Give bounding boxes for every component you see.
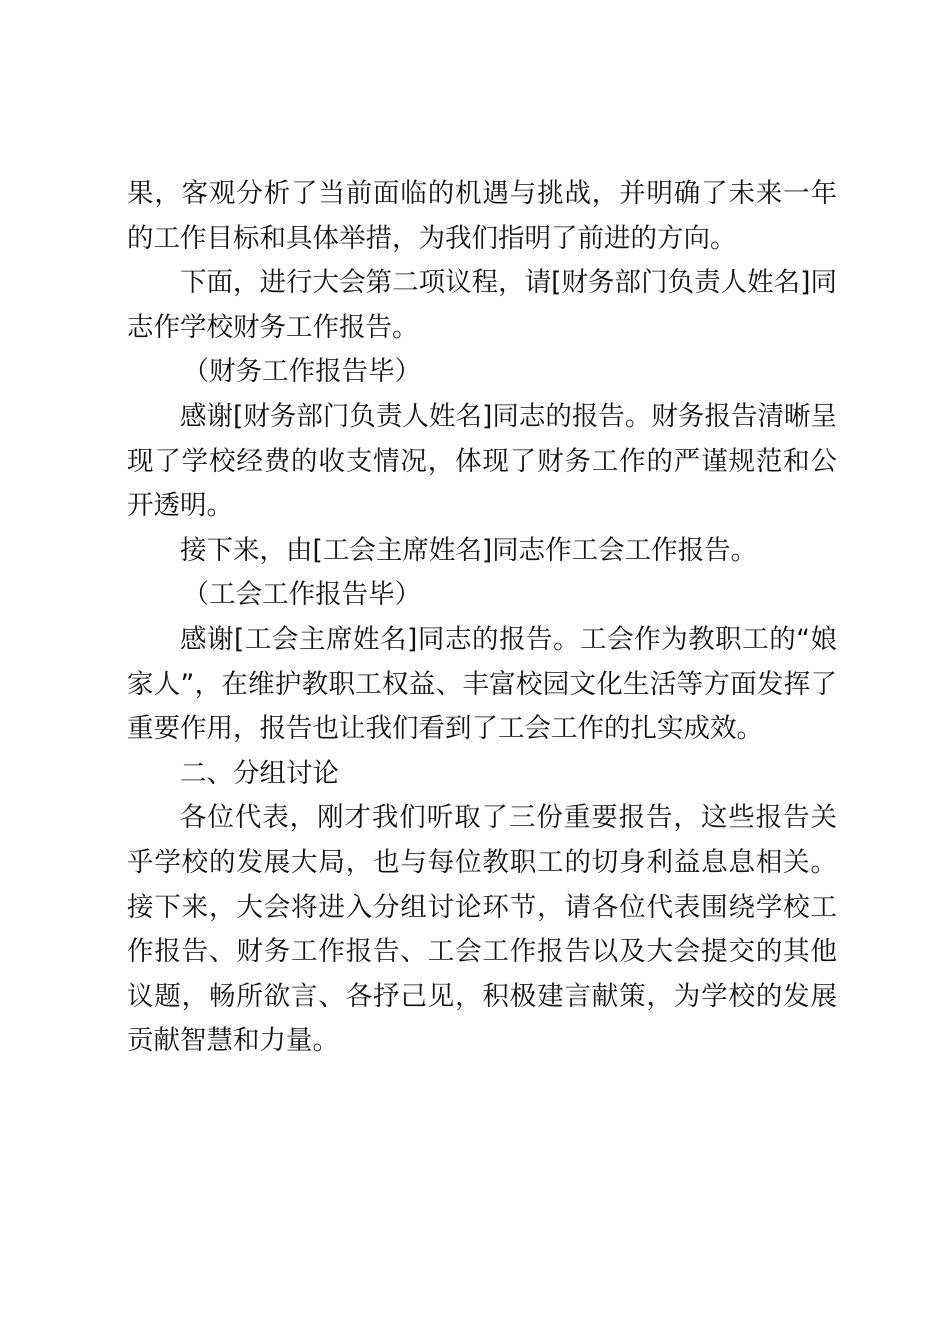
paragraph-finance-report-end: （财务工作报告毕）	[182, 356, 422, 388]
paragraph-union-report-end: （工会工作报告毕）	[182, 579, 422, 611]
paragraph-finance-report-thanks: 感谢[财务部门负责人姓名]同志的报告。财务报告清晰呈现了学校经费的收支情况，体现了财务工作的严谨规范和公开透明。	[127, 400, 837, 522]
paragraph-union-report-thanks: 感谢[工会主席姓名]同志的报告。工会作为教职工的“娘家人”，在维护教职工权益、丰富校园文化生活等方面发挥了重要作用，报告也让我们看到了工会工作的扎实成效。	[127, 623, 837, 745]
paragraph-continuation: 果，客观分析了当前面临的机遇与挑战，并明确了未来一年的工作目标和具体举措，为我们指明了前进的方向。	[127, 178, 837, 254]
document-body	[127, 172, 837, 1064]
paragraph-group-discussion: 各位代表，刚才我们听取了三份重要报告，这些报告关乎学校的发展大局，也与每位教职工的切身利益息息相关。接下来，大会将进入分组讨论环节，请各位代表围绕学校工作报告、财务工作报告、工会工作报告以及大会提交的其他议题，畅所欲言、各抒己见，积极建言献策，为学校的发展贡献智慧和力量。	[127, 802, 837, 1057]
section-heading-group-discussion: 二、分组讨论	[180, 757, 339, 789]
paragraph-union-report-intro: 接下来，由[工会主席姓名]同志作工会工作报告。	[180, 534, 758, 566]
paragraph-finance-report-intro: 下面，进行大会第二项议程，请[财务部门负责人姓名]同志作学校财务工作报告。	[127, 267, 837, 343]
